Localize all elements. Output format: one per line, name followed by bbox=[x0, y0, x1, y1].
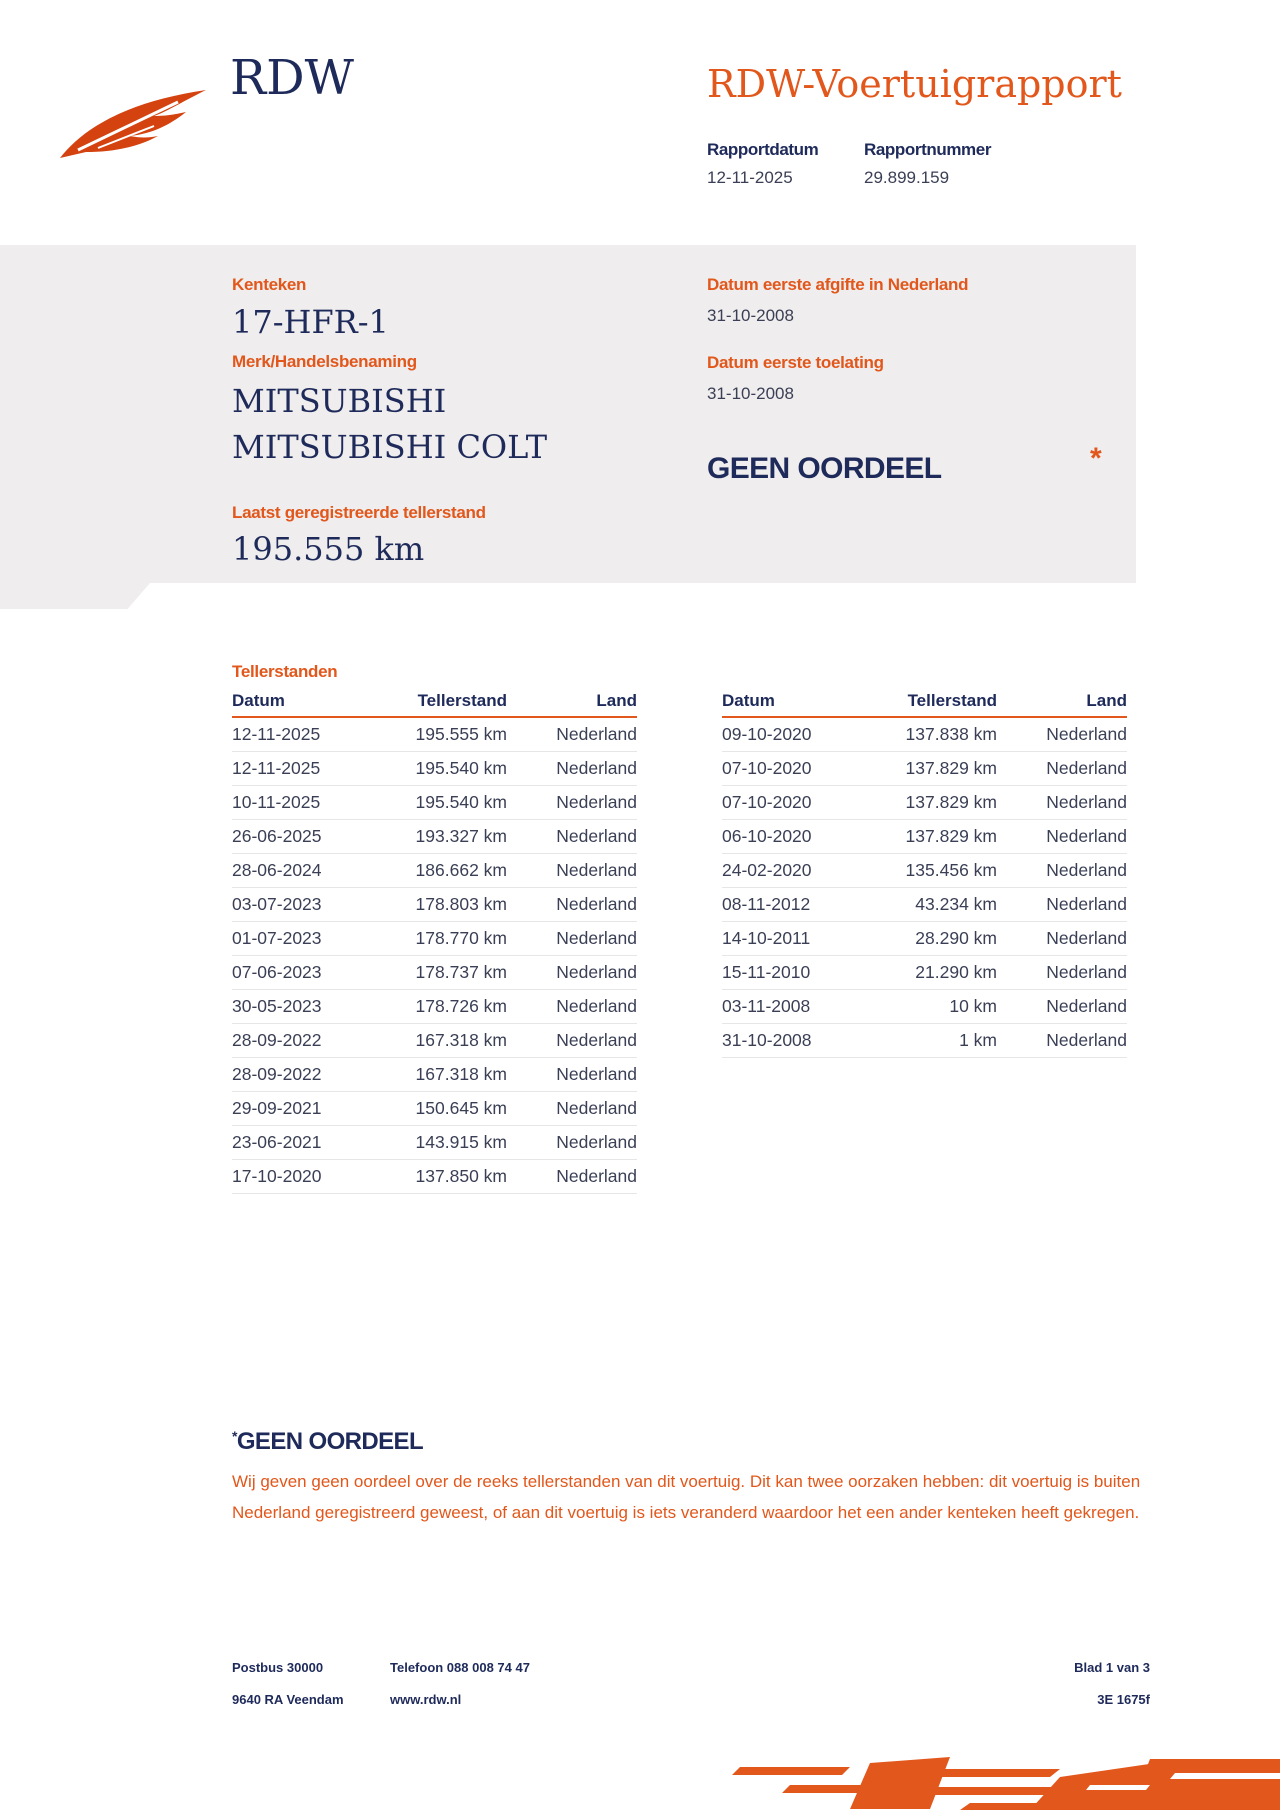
first-issue-label: Datum eerste afgifte in Nederland bbox=[707, 275, 969, 294]
row-country: Nederland bbox=[507, 1024, 637, 1058]
row-reading: 178.770 km bbox=[382, 922, 507, 956]
footer-city: 9640 RA Veendam bbox=[232, 1692, 344, 1707]
row-date: 07-10-2020 bbox=[722, 752, 872, 786]
note-asterisk: * bbox=[232, 1428, 237, 1444]
row-date: 07-10-2020 bbox=[722, 786, 872, 820]
row-reading: 135.456 km bbox=[872, 854, 997, 888]
row-country: Nederland bbox=[507, 717, 637, 752]
row-reading: 167.318 km bbox=[382, 1024, 507, 1058]
rdw-stripes-decoration bbox=[730, 1755, 1280, 1810]
last-odometer: 195.555 km bbox=[232, 530, 425, 568]
row-reading: 28.290 km bbox=[872, 922, 997, 956]
table-row bbox=[722, 854, 1127, 888]
brand-name: RDW bbox=[230, 50, 354, 106]
table-row bbox=[722, 956, 1127, 990]
report-title: RDW-Voertuigrapport bbox=[707, 62, 1122, 106]
verdict-asterisk: * bbox=[1090, 442, 1102, 475]
row-country: Nederland bbox=[997, 1024, 1127, 1058]
row-country: Nederland bbox=[997, 922, 1127, 956]
table-row bbox=[232, 1126, 637, 1160]
row-country: Nederland bbox=[997, 854, 1127, 888]
row-country: Nederland bbox=[997, 786, 1127, 820]
page-number: Blad 1 van 3 bbox=[1074, 1660, 1150, 1675]
table-row bbox=[722, 1024, 1127, 1058]
table-row bbox=[232, 1092, 637, 1126]
table-row bbox=[232, 1024, 637, 1058]
row-reading: 137.838 km bbox=[872, 717, 997, 752]
col-header-reading: Tellerstand bbox=[382, 690, 507, 717]
table-row bbox=[722, 888, 1127, 922]
report-date: 12-11-2025 bbox=[707, 168, 793, 187]
row-date: 10-11-2025 bbox=[232, 786, 382, 820]
row-date: 12-11-2025 bbox=[232, 752, 382, 786]
row-date: 03-07-2023 bbox=[232, 888, 382, 922]
row-date: 28-09-2022 bbox=[232, 1024, 382, 1058]
odometer-label: Laatst geregistreerde tellerstand bbox=[232, 503, 486, 522]
table-row bbox=[232, 786, 637, 820]
table-row bbox=[232, 1160, 637, 1194]
row-date: 29-09-2021 bbox=[232, 1092, 382, 1126]
footer-website-link[interactable]: www.rdw.nl bbox=[390, 1692, 462, 1707]
vehicle-model: MITSUBISHI COLT bbox=[232, 428, 548, 466]
row-date: 03-11-2008 bbox=[722, 990, 872, 1024]
row-country: Nederland bbox=[997, 752, 1127, 786]
col-header-reading: Tellerstand bbox=[872, 690, 997, 717]
note-title: GEEN OORDEEL bbox=[236, 1428, 424, 1455]
table-row bbox=[232, 922, 637, 956]
table-row bbox=[232, 990, 637, 1024]
row-country: Nederland bbox=[997, 717, 1127, 752]
row-date: 07-06-2023 bbox=[232, 956, 382, 990]
row-country: Nederland bbox=[507, 956, 637, 990]
row-country: Nederland bbox=[507, 888, 637, 922]
table-row bbox=[722, 717, 1127, 752]
rdw-logo-icon bbox=[58, 82, 210, 162]
report-number-label: Rapportnummer bbox=[864, 140, 992, 159]
row-country: Nederland bbox=[507, 990, 637, 1024]
row-reading: 193.327 km bbox=[382, 820, 507, 854]
row-reading: 137.829 km bbox=[872, 752, 997, 786]
row-country: Nederland bbox=[997, 990, 1127, 1024]
row-reading: 195.540 km bbox=[382, 752, 507, 786]
row-reading: 150.645 km bbox=[382, 1092, 507, 1126]
row-reading: 186.662 km bbox=[382, 854, 507, 888]
table-row bbox=[722, 752, 1127, 786]
row-country: Nederland bbox=[507, 1092, 637, 1126]
first-admission-label: Datum eerste toelating bbox=[707, 353, 884, 372]
row-country: Nederland bbox=[997, 888, 1127, 922]
row-reading: 178.726 km bbox=[382, 990, 507, 1024]
note-text: Wij geven geen oordeel over de reeks tellerstanden van dit voertuig. Dit kan twee oorzaken hebben: dit voertuig is buiten Nederland geregistreerd geweest, of aan dit voertuig is iets veranderd waardoor het een ander kenteken heeft gekregen. bbox=[232, 1472, 1141, 1522]
row-date: 17-10-2020 bbox=[232, 1160, 382, 1194]
row-date: 09-10-2020 bbox=[722, 717, 872, 752]
report-date-label: Rapportdatum bbox=[707, 140, 819, 159]
odometer-table-left bbox=[232, 690, 637, 1194]
row-date: 01-07-2023 bbox=[232, 922, 382, 956]
row-reading: 137.829 km bbox=[872, 786, 997, 820]
row-reading: 43.234 km bbox=[872, 888, 997, 922]
report-number: 29.899.159 bbox=[864, 168, 950, 187]
footer-phone: Telefoon 088 008 74 47 bbox=[390, 1660, 530, 1675]
table-row bbox=[232, 854, 637, 888]
row-reading: 137.829 km bbox=[872, 820, 997, 854]
col-header-country: Land bbox=[997, 690, 1127, 717]
table-row bbox=[722, 820, 1127, 854]
row-reading: 178.737 km bbox=[382, 956, 507, 990]
col-header-country: Land bbox=[507, 690, 637, 717]
document-code: 3E 1675f bbox=[1097, 1692, 1150, 1707]
panel-notch bbox=[0, 583, 150, 609]
table-row bbox=[232, 820, 637, 854]
first-issue-date: 31-10-2008 bbox=[707, 306, 794, 325]
col-header-date: Datum bbox=[722, 690, 872, 717]
vehicle-make: MITSUBISHI bbox=[232, 382, 447, 420]
footer-postbus: Postbus 30000 bbox=[232, 1660, 324, 1675]
table-row bbox=[722, 786, 1127, 820]
plate-label: Kenteken bbox=[232, 275, 307, 294]
table-row bbox=[232, 956, 637, 990]
row-date: 28-09-2022 bbox=[232, 1058, 382, 1092]
note-heading bbox=[232, 1428, 423, 1456]
row-reading: 10 km bbox=[872, 990, 997, 1024]
row-country: Nederland bbox=[507, 1160, 637, 1194]
row-country: Nederland bbox=[997, 956, 1127, 990]
row-reading: 21.290 km bbox=[872, 956, 997, 990]
row-date: 15-11-2010 bbox=[722, 956, 872, 990]
table-row bbox=[232, 1058, 637, 1092]
col-header-date: Datum bbox=[232, 690, 382, 717]
table-row bbox=[232, 752, 637, 786]
table-row bbox=[722, 922, 1127, 956]
row-country: Nederland bbox=[507, 854, 637, 888]
odometer-section-title: Tellerstanden bbox=[232, 662, 338, 681]
table-row bbox=[232, 717, 637, 752]
row-country: Nederland bbox=[507, 1058, 637, 1092]
vehicle-summary-panel bbox=[0, 245, 1136, 583]
row-date: 26-06-2025 bbox=[232, 820, 382, 854]
row-country: Nederland bbox=[507, 786, 637, 820]
row-country: Nederland bbox=[507, 1126, 637, 1160]
odometer-table-right bbox=[722, 690, 1127, 1058]
row-country: Nederland bbox=[507, 922, 637, 956]
row-country: Nederland bbox=[507, 752, 637, 786]
verdict: GEEN OORDEEL bbox=[707, 452, 942, 485]
row-date: 28-06-2024 bbox=[232, 854, 382, 888]
row-country: Nederland bbox=[997, 820, 1127, 854]
row-date: 30-05-2023 bbox=[232, 990, 382, 1024]
row-reading: 195.555 km bbox=[382, 717, 507, 752]
table-row bbox=[232, 888, 637, 922]
license-plate: 17-HFR-1 bbox=[232, 303, 389, 341]
row-date: 14-10-2011 bbox=[722, 922, 872, 956]
row-date: 23-06-2021 bbox=[232, 1126, 382, 1160]
row-reading: 137.850 km bbox=[382, 1160, 507, 1194]
make-label: Merk/Handelsbenaming bbox=[232, 352, 417, 371]
table-row bbox=[722, 990, 1127, 1024]
row-country: Nederland bbox=[507, 820, 637, 854]
row-date: 31-10-2008 bbox=[722, 1024, 872, 1058]
row-reading: 1 km bbox=[872, 1024, 997, 1058]
row-reading: 167.318 km bbox=[382, 1058, 507, 1092]
row-date: 06-10-2020 bbox=[722, 820, 872, 854]
row-reading: 195.540 km bbox=[382, 786, 507, 820]
row-date: 12-11-2025 bbox=[232, 717, 382, 752]
row-date: 08-11-2012 bbox=[722, 888, 872, 922]
row-date: 24-02-2020 bbox=[722, 854, 872, 888]
row-reading: 143.915 km bbox=[382, 1126, 507, 1160]
first-admission-date: 31-10-2008 bbox=[707, 384, 794, 403]
row-reading: 178.803 km bbox=[382, 888, 507, 922]
